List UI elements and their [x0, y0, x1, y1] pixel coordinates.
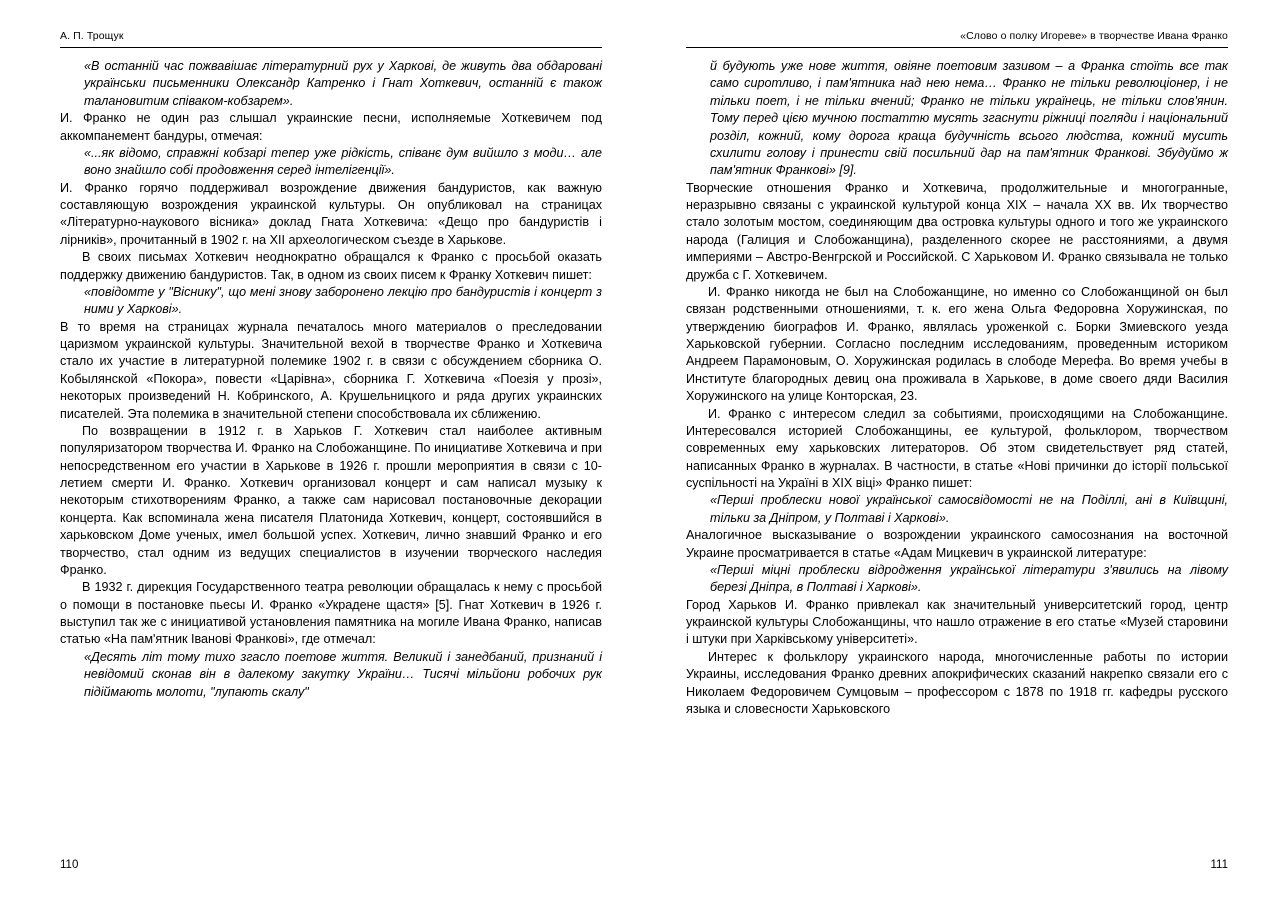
paragraph: В 1932 г. дирекция Государственного театра революции обращалась к нему с просьбой о помощи в постановке пьесы И. Франко «Украдене щастя» [5]. Гнат Хоткевич в 1926 г. выступил так же с инициативой установления памятника на могиле Ивана Франко, написав статью «На пам'ятник Іванові Франкові», где отмечал:	[60, 580, 602, 647]
paragraph: В своих письмах Хоткевич неоднократно обращался к Франко с просьбой оказать поддержку движению бандуристов. Так, в одном из своих писем к Франку Хоткевич пишет:	[60, 250, 602, 282]
paragraph: «...як відомо, справжні кобзарі тепер уже рідкість, співанє дум вийшло з моди… але воно знайшло собі продовження серед інтелігенції».	[84, 145, 602, 178]
running-head-left-text: А. П. Трощук	[60, 30, 124, 42]
running-head-right-text: «Слово о полку Игореве» в творчестве Ивана Франко	[960, 30, 1228, 42]
paragraph: Город Харьков И. Франко привлекал как значительный университетский город, центр украинской культуры Слобожанщины, что нашло отражение в его статье «Музей старовини і штуки при Харківському університеті».	[686, 597, 1228, 647]
paragraph: «повідомте у "Віснику", що мені знову заборонено лекцію про бандуристів і концерт з ними у Харкові».	[84, 284, 602, 317]
paragraph: По возвращении в 1912 г. в Харьков Г. Хоткевич стал наиболее активным популяризатором творчества И. Франко на Слобожанщине. По инициативе Хоткевича и при непосредственном его участии в Харькове в 1926 г. прошли мероприятия в связи с 10-летием смерти И. Франко. Хоткевич организовал концерт и сам написал музыку к некоторым стихотворениям Франко, а также сам нарисовал постановочные декорации концерта. Как вспоминала жена писателя Платонида Хоткевич, концерт, состоявшийся в харьковском Доме ученых, имел большой успех. Хоткевич, лично знавший Франко и его творчество, стал одним из ведущих специалистов в изучении творческого наследия Франко.	[60, 423, 602, 577]
body-column-left	[60, 58, 602, 851]
paragraph: И. Франко никогда не был на Слобожанщине, но именно со Слобожанщиной он был связан родственными отношениями, т. к. его жена Ольга Федоровна Хоружинская, по утверждению биографов И. Франко, являлась уроженкой с. Борки Змиевского уезда Харьковской губернии. Согласно последним исследованиям, проведенным историком Андреем Парамоновым, О. Хоружинская родилась в слободе Мерефа. Во время учебы в Институте благородных девиц она проживала в Харькове, в доме своего дяди Василия Хоружинского на улице Конторская, 23.	[686, 284, 1228, 404]
body-column-right	[686, 58, 1228, 851]
paragraph: Творческие отношения Франко и Хоткевича, продолжительные и многогранные, неразрывно связаны с украинской культурой конца XIX – начала XX вв. Их творчество стало золотым мостом, соединяющим два островка культуры одного и того же украинского народа (Галиция и Слобожанщина), разделенного скорее не расстояниями, а двумя империями – Австро-Венгрской и Российской. С Харьковом И. Франко связывала не только дружба с Г. Хоткевичем.	[686, 180, 1228, 282]
paragraph: Интерес к фольклору украинского народа, многочисленные работы по истории Украины, исследования Франко древних апокрифических сказаний накрепко связали его с Николаем Федоровичем Сумцовым – профессором с 1878 по 1918 гг. кафедры русского языка и словесности Харьковского	[686, 649, 1228, 716]
paragraph: й будують уже нове життя, овіяне поетовим зазивом – а Франка стоїть все так само сиротливо, і пам'ятника над нею нема… Франко не тільки революціонер, і не тільки поет, і не тільки вчений; Франко не тільки українець, не тільки слов'янин. Тому перед цією мучною постаттю мусять згаснути ріжниці погляди і національний розділ, кожний, кому дорога краща будучність всього людства, кожний мусить схилити голову і принести свій посильний дар на пам'ятник Франкові. Збудуймо ж пам'ятник Франкові» [9].	[710, 59, 1228, 178]
paragraph: И. Франко горячо поддерживал возрождение движения бандуристов, как важную составляющую возрождения украинской культуры. Он опубликовал на страницах «Літературно-наукового вісника» доклад Гната Хоткевича: «Дещо про бандуристів і лірників», прочитанный в 1902 г. на XII археологическом съезде в Харькове.	[60, 180, 602, 247]
paragraph: «Перші міцні проблески відродження української літератури з'явились на лівому березі Дніпра, в Полтаві і Харкові».	[710, 562, 1228, 595]
paragraph: И. Франко с интересом следил за событиями, происходящими на Слобожанщине. Интересовался историей Слобожанщины, ее культурой, фольклором, творчеством современных ему харьковских литераторов. Об этом свидетельствует ряд статей, написанных Франко в журналах. В частности, в статье «Нові причинки до історії польської суспільності на Україні в XIX віці» Франко пишет:	[686, 406, 1228, 490]
paragraph: «В останній час пожвавішає літературний рух у Харкові, де живуть два обдаровані українськи письменники Олександр Катренко і Гнат Хоткевич, останній є також талановитим співаком-кобзарем».	[84, 59, 602, 108]
paragraph: «Перші проблески нової української самосвідомості не на Поділлі, ані в Київщині, тільки за Дніпром, у Полтаві і Харкові».	[710, 493, 1228, 525]
page-right	[644, 0, 1288, 897]
page-number-right: 111	[1210, 859, 1228, 871]
paragraph: В то время на страницах журнала печаталось много материалов о преследовании царизмом украинской культуры. Значительной вехой в творчестве Франко и Хоткевича стало их участие в литературной полемике 1902 г. в связи с обсуждением сборника О. Кобылянской «Покора», повести «Царівна», сборника Г. Хоткевича «Поезія у прозі», некоторых произведений Н. Кобринского, А. Крушельницкого и ряда других украинских писателей. Эта полемика в значительной степени способствовала их сближению.	[60, 319, 602, 421]
running-head-left	[60, 30, 602, 48]
running-head-right	[686, 30, 1228, 48]
paragraph: «Десять літ тому тихо згасло поетове життя. Великий і занедбаний, признаний і невідомий сконав він в далекому закутку України… Тисячі мільйони робочих рук підіймають молоти, "лупають скалу"	[84, 649, 602, 699]
page-number-left: 110	[60, 859, 79, 871]
paragraph: И. Франко не один раз слышал украинские песни, исполняемые Хоткевичем под аккомпанемент бандуры, отмечая:	[60, 111, 602, 143]
paragraph: Аналогичное высказывание о возрождении украинского самосознания на восточной Украине просматривается в статье «Адам Мицкевич в украинской литературе:	[686, 528, 1228, 560]
